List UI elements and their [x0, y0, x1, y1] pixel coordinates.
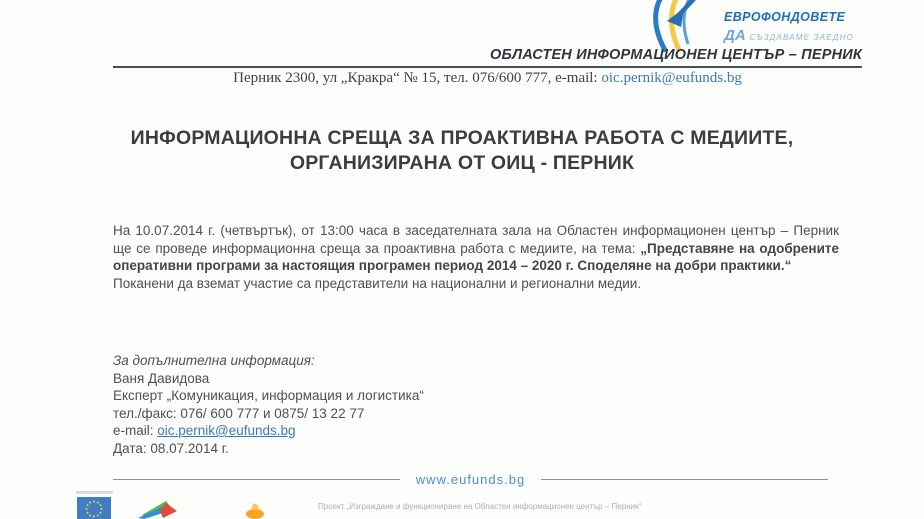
footer-website-link[interactable]: www.eufunds.bg	[415, 471, 526, 487]
eurofunds-logo	[646, 0, 854, 52]
orange-emblem-icon	[243, 503, 267, 519]
contact-email-link[interactable]: oic.pernik@eufunds.bg	[157, 423, 296, 438]
project-note-text: Проект „Изграждане и функциониране на Областен информационен център – Перник“	[318, 502, 642, 511]
tricolor-emblem-icon	[136, 499, 178, 519]
contact-email-label: e-mail:	[113, 423, 158, 438]
document-title-line1: ИНФОРМАЦИОННА СРЕЩА ЗА ПРОАКТИВНА РАБОТА С МЕДИИТЕ,	[130, 127, 794, 149]
eurofunds-logo-text	[724, 0, 854, 44]
divider-line-left	[113, 479, 400, 480]
body-invited-text: Поканени да вземат участие са представители на национални и регионални медии.	[113, 275, 642, 291]
eu-flag-icon	[77, 497, 111, 519]
document-title-line2: ОРГАНИЗИРАНА ОТ ОИЦ - ПЕРНИК	[289, 152, 635, 174]
body-intro-text: На 10.07.2014 г. (четвъртък), от 13:00 часа в заседателната зала на Областен информационен център – Перник ще се проведе информационна среща за проактивна работа с медиите, на тема:	[113, 223, 839, 256]
contact-block	[113, 352, 424, 457]
address-text: Перник 2300, ул „Кракра“ № 15, тел. 076/600 777, e-mail:	[233, 70, 602, 86]
eurofunds-logo-name: ЕВРОФОНДОВЕТЕ	[724, 10, 846, 24]
logo-da-text: ДА	[724, 27, 746, 44]
contact-date: Дата: 08.07.2014 г.	[113, 440, 229, 456]
contact-position: Експерт „Комуникация, информация и логистика“	[113, 388, 424, 403]
body-paragraph	[113, 222, 839, 275]
eurofunds-logo-tagline	[724, 27, 854, 44]
footer-website-divider	[113, 471, 828, 487]
body-text-block	[113, 222, 839, 292]
eu-flag-caption	[76, 491, 113, 494]
contact-phone: тел./факс: 076/ 600 777 и 0875/ 13 22 77	[113, 405, 365, 421]
contact-email-row	[113, 422, 424, 439]
logo-tagline-text: СЪЗДАВАМЕ ЗАЕДНО	[749, 33, 855, 42]
divider-line-right	[541, 479, 828, 480]
org-name-heading: ОБЛАСТЕН ИНФОРМАЦИОНЕН ЦЕНТЪР – ПЕРНИК	[113, 47, 862, 68]
document-title	[50, 126, 874, 176]
contact-heading: За допълнителна информация:	[113, 353, 315, 368]
body-topic-text: „Представяне на одобрените оперативни програми за настоящия програмен период 2014 – 2020 г. Споделяне на добри практики.“	[113, 240, 839, 273]
eurofunds-swirl-icon	[646, 0, 720, 52]
header-email-link[interactable]: oic.pernik@eufunds.bg	[601, 70, 742, 86]
footer-logos-strip	[0, 488, 924, 519]
contact-name: Ваня Давидова	[113, 370, 210, 386]
address-line	[113, 70, 862, 87]
